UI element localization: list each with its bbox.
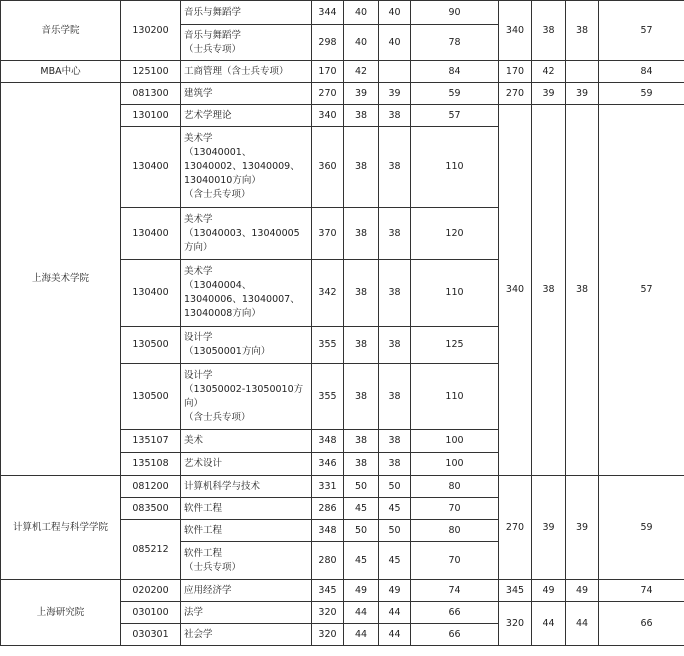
- total-score: 340: [312, 105, 344, 127]
- politics-score: 38: [344, 327, 379, 364]
- summary-total: 340: [499, 105, 532, 476]
- professional-score: 100: [411, 453, 499, 476]
- english-score: 49: [379, 580, 411, 602]
- professional-score: 59: [411, 83, 499, 105]
- summary-total: 170: [499, 61, 532, 83]
- summary-major: 59: [599, 83, 684, 105]
- major-code: 130200: [121, 1, 181, 61]
- total-score: 370: [312, 208, 344, 260]
- college-name: 上海美术学院: [1, 83, 121, 476]
- english-score: 44: [379, 602, 411, 624]
- college-name: 音乐学院: [1, 1, 121, 61]
- table-row: [1, 476, 684, 498]
- college-name: 上海研究院: [1, 580, 121, 646]
- professional-score: 100: [411, 430, 499, 453]
- total-score: 355: [312, 327, 344, 364]
- professional-score: 66: [411, 602, 499, 624]
- politics-score: 38: [344, 208, 379, 260]
- summary-total: 270: [499, 476, 532, 580]
- major-name: 应用经济学: [181, 580, 312, 602]
- major-code: 135107: [121, 430, 181, 453]
- total-score: 270: [312, 83, 344, 105]
- major-name: 美术学 （13040003、13040005 方向）: [181, 208, 312, 260]
- politics-score: 38: [344, 430, 379, 453]
- major-code: 130400: [121, 208, 181, 260]
- major-code: 083500: [121, 498, 181, 520]
- summary-politics: 39: [532, 476, 566, 580]
- summary-major: 57: [599, 105, 684, 476]
- english-score: 44: [379, 624, 411, 646]
- total-score: 286: [312, 498, 344, 520]
- summary-major: 66: [599, 602, 684, 646]
- total-score: 280: [312, 542, 344, 580]
- summary-english: 44: [566, 602, 599, 646]
- professional-score: 110: [411, 260, 499, 327]
- major-name: 美术学 （13040004、 13040006、13040007、 13040008方向）: [181, 260, 312, 327]
- politics-score: 50: [344, 520, 379, 542]
- summary-english: [566, 61, 599, 83]
- major-code: 130400: [121, 127, 181, 208]
- professional-score: 70: [411, 498, 499, 520]
- english-score: 50: [379, 520, 411, 542]
- english-score: 40: [379, 25, 411, 61]
- professional-score: 66: [411, 624, 499, 646]
- politics-score: 49: [344, 580, 379, 602]
- total-score: 344: [312, 1, 344, 25]
- politics-score: 38: [344, 453, 379, 476]
- summary-total: 340: [499, 1, 532, 61]
- politics-score: 40: [344, 25, 379, 61]
- major-code: 085212: [121, 520, 181, 580]
- politics-score: 44: [344, 602, 379, 624]
- politics-score: 50: [344, 476, 379, 498]
- english-score: 38: [379, 105, 411, 127]
- summary-politics: 39: [532, 83, 566, 105]
- major-code: 030100: [121, 602, 181, 624]
- politics-score: 39: [344, 83, 379, 105]
- english-score: 38: [379, 260, 411, 327]
- summary-total: 270: [499, 83, 532, 105]
- english-score: 38: [379, 208, 411, 260]
- major-code: 081200: [121, 476, 181, 498]
- total-score: 345: [312, 580, 344, 602]
- major-name: 艺术学理论: [181, 105, 312, 127]
- professional-score: 120: [411, 208, 499, 260]
- summary-politics: 49: [532, 580, 566, 602]
- major-name: 社会学: [181, 624, 312, 646]
- major-name: 设计学 （13050001方向）: [181, 327, 312, 364]
- english-score: 38: [379, 327, 411, 364]
- total-score: 342: [312, 260, 344, 327]
- major-name: 软件工程: [181, 498, 312, 520]
- english-score: 38: [379, 430, 411, 453]
- english-score: 38: [379, 364, 411, 430]
- english-score: 39: [379, 83, 411, 105]
- professional-score: 57: [411, 105, 499, 127]
- total-score: 298: [312, 25, 344, 61]
- summary-english: 38: [566, 1, 599, 61]
- major-name: 软件工程: [181, 520, 312, 542]
- summary-english: 49: [566, 580, 599, 602]
- english-score: 50: [379, 476, 411, 498]
- table-row: [1, 61, 684, 83]
- professional-score: 78: [411, 25, 499, 61]
- professional-score: 80: [411, 520, 499, 542]
- college-name: MBA中心: [1, 61, 121, 83]
- summary-english: 39: [566, 476, 599, 580]
- table-row: [1, 83, 684, 105]
- major-name: 计算机科学与技术: [181, 476, 312, 498]
- professional-score: 84: [411, 61, 499, 83]
- major-code: 030301: [121, 624, 181, 646]
- summary-total: 320: [499, 602, 532, 646]
- major-name: 法学: [181, 602, 312, 624]
- english-score: 38: [379, 127, 411, 208]
- major-code: 135108: [121, 453, 181, 476]
- summary-major: 74: [599, 580, 684, 602]
- summary-politics: 38: [532, 1, 566, 61]
- professional-score: 125: [411, 327, 499, 364]
- professional-score: 90: [411, 1, 499, 25]
- total-score: 170: [312, 61, 344, 83]
- summary-politics: 44: [532, 602, 566, 646]
- major-name: 工商管理（含士兵专项）: [181, 61, 312, 83]
- summary-major: 59: [599, 476, 684, 580]
- major-code: 020200: [121, 580, 181, 602]
- english-score: 40: [379, 1, 411, 25]
- politics-score: 45: [344, 542, 379, 580]
- english-score: 45: [379, 498, 411, 520]
- total-score: 360: [312, 127, 344, 208]
- summary-english: 38: [566, 105, 599, 476]
- major-name: 软件工程 （士兵专项）: [181, 542, 312, 580]
- major-code: 130500: [121, 327, 181, 364]
- politics-score: 38: [344, 364, 379, 430]
- english-score: 38: [379, 453, 411, 476]
- summary-politics: 42: [532, 61, 566, 83]
- summary-english: 39: [566, 83, 599, 105]
- summary-total: 345: [499, 580, 532, 602]
- total-score: 346: [312, 453, 344, 476]
- politics-score: 38: [344, 105, 379, 127]
- politics-score: 44: [344, 624, 379, 646]
- major-name: 艺术设计: [181, 453, 312, 476]
- total-score: 331: [312, 476, 344, 498]
- english-score: [379, 61, 411, 83]
- major-code: 130100: [121, 105, 181, 127]
- summary-politics: 38: [532, 105, 566, 476]
- politics-score: 38: [344, 127, 379, 208]
- professional-score: 110: [411, 364, 499, 430]
- college-name: 计算机工程与科学学院: [1, 476, 121, 580]
- professional-score: 80: [411, 476, 499, 498]
- major-name: 音乐与舞蹈学 （士兵专项）: [181, 25, 312, 61]
- total-score: 348: [312, 520, 344, 542]
- total-score: 348: [312, 430, 344, 453]
- english-score: 45: [379, 542, 411, 580]
- politics-score: 42: [344, 61, 379, 83]
- summary-major: 84: [599, 61, 684, 83]
- politics-score: 40: [344, 1, 379, 25]
- major-name: 建筑学: [181, 83, 312, 105]
- major-code: 081300: [121, 83, 181, 105]
- major-name: 音乐与舞蹈学: [181, 1, 312, 25]
- major-code: 125100: [121, 61, 181, 83]
- professional-score: 70: [411, 542, 499, 580]
- politics-score: 38: [344, 260, 379, 327]
- major-code: 130500: [121, 364, 181, 430]
- summary-major: 57: [599, 1, 684, 61]
- total-score: 320: [312, 624, 344, 646]
- total-score: 355: [312, 364, 344, 430]
- major-code: 130400: [121, 260, 181, 327]
- table-row: [1, 580, 684, 602]
- professional-score: 74: [411, 580, 499, 602]
- table-row: [1, 1, 684, 25]
- total-score: 320: [312, 602, 344, 624]
- major-name: 设计学 （13050002-13050010方 向） （含士兵专项）: [181, 364, 312, 430]
- major-name: 美术学 （13040001、 13040002、13040009、 13040010方向） （含士兵专项）: [181, 127, 312, 208]
- politics-score: 45: [344, 498, 379, 520]
- professional-score: 110: [411, 127, 499, 208]
- major-name: 美术: [181, 430, 312, 453]
